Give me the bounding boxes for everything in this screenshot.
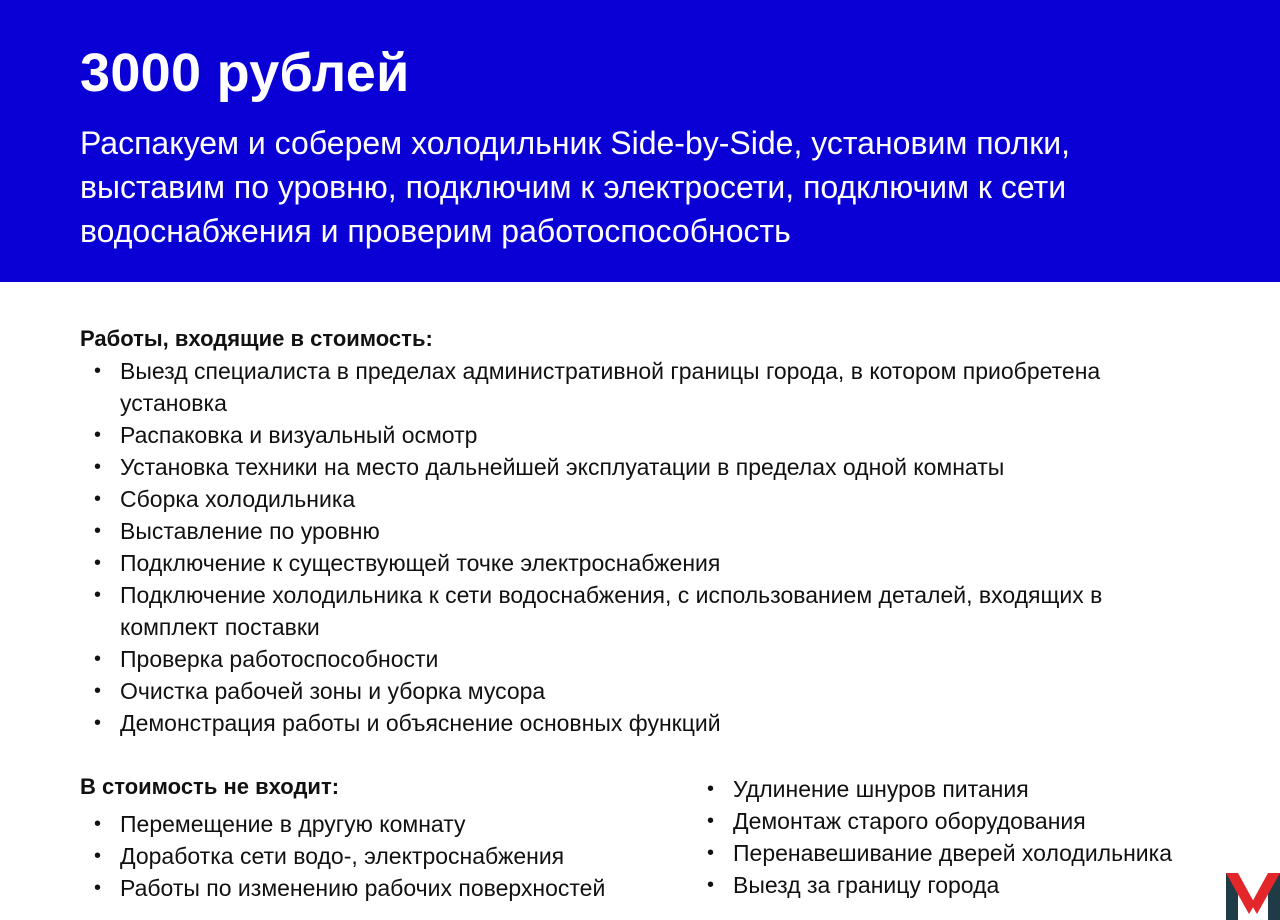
excluded-works-title: В стоимость не входит: xyxy=(80,774,340,799)
list-item: • Демонстрация работы и объяснение основных функций xyxy=(80,707,1140,739)
excluded-works-list-right xyxy=(693,773,1253,901)
service-description: Распакуем и соберем холодильник Side-by-Side, установим полки, выставим по уровню, подключим к электросети, подключим к сети водоснабжения и проверим работоспособность xyxy=(80,125,1071,249)
price-title: 3000 рублей xyxy=(80,43,410,103)
excluded-works-list-left xyxy=(80,808,700,904)
list-item: • Подключение к существующей точке электроснабжения xyxy=(80,547,1140,579)
list-item: • Сборка холодильника xyxy=(80,483,1140,515)
list-item: • Выезд за границу города xyxy=(693,869,1253,901)
list-item: • Работы по изменению рабочих поверхностей xyxy=(80,872,700,904)
list-item: • Перенавешивание дверей холодильника xyxy=(693,837,1253,869)
list-item: • Доработка сети водо-, электроснабжения xyxy=(80,840,700,872)
m-logo-svg xyxy=(1226,870,1280,920)
list-item: • Проверка работоспособности xyxy=(80,643,1140,675)
m-logo-icon xyxy=(1226,870,1280,920)
list-item: • Перемещение в другую комнату xyxy=(80,808,700,840)
included-works-list xyxy=(80,355,1140,739)
list-item: • Демонтаж старого оборудования xyxy=(693,805,1253,837)
included-works-title: Работы, входящие в стоимость: xyxy=(80,326,433,351)
list-item: • Выезд специалиста в пределах административной границы города, в котором приобретена установка xyxy=(80,355,1140,419)
list-item: • Очистка рабочей зоны и уборка мусора xyxy=(80,675,1140,707)
list-item: • Подключение холодильника к сети водоснабжения, с использованием деталей, входящих в комплект поставки xyxy=(80,579,1140,643)
list-item: • Выставление по уровню xyxy=(80,515,1140,547)
list-item: • Распаковка и визуальный осмотр xyxy=(80,419,1140,451)
list-item: • Установка техники на место дальнейшей эксплуатации в пределах одной комнаты xyxy=(80,451,1140,483)
price-banner xyxy=(0,0,1280,282)
list-item: • Удлинение шнуров питания xyxy=(693,773,1253,805)
